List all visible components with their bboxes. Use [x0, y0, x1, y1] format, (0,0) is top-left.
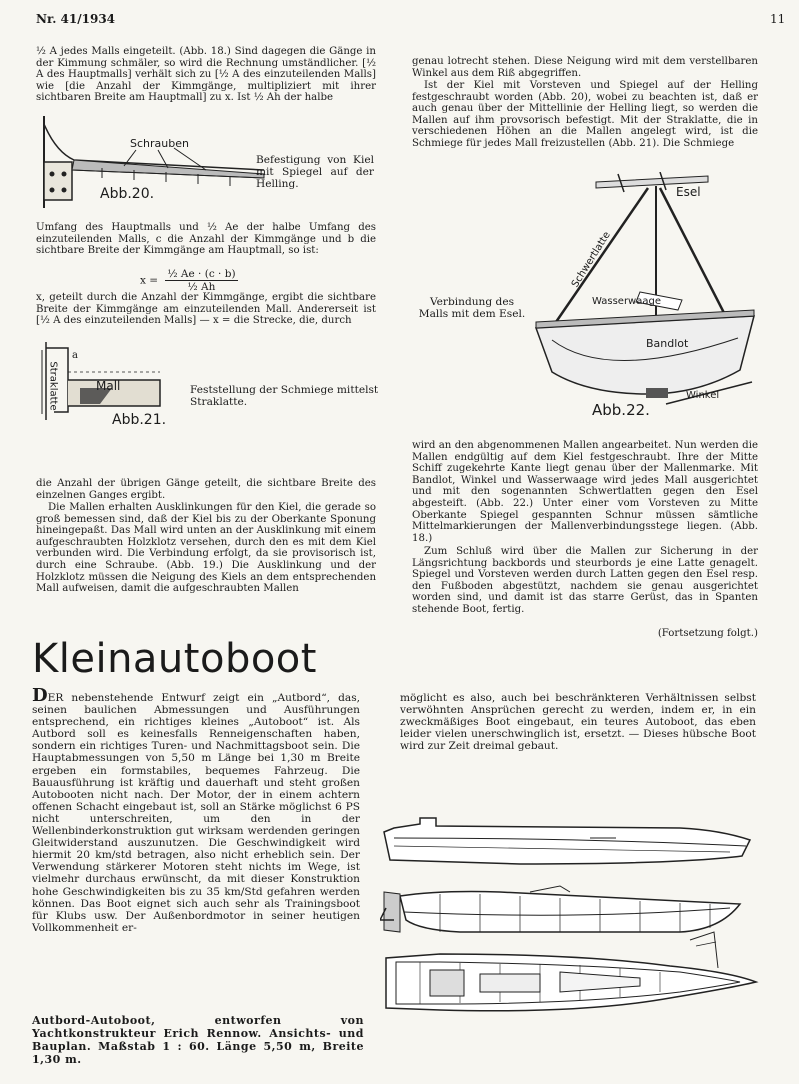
- article-paragraph-1: [32, 685, 360, 934]
- figure-22: [528, 172, 760, 424]
- continuation-note: (Fortsetzung folgt.): [657, 628, 758, 639]
- boat-side-view: [384, 818, 750, 864]
- figure-21-id: Abb.21.: [112, 412, 167, 428]
- boat-plan-view: [386, 932, 756, 1011]
- right-paragraph-4: Zum Schluß wird über die Mallen zur Sicherung in der Längsrichtung backbords und steurbords je eine Latte genagelt. Spiegel und Vorsteven werden durch Latten gegen den Esel resp. den Fußboden abgestützt, nachdem sie genau ausgerichtet worden sind, und damit ist das starre Gerüst, das in Spanten stehende Boot, fertig.: [412, 546, 758, 615]
- figure-21-caption: Feststellung der Schmiege mittelst Straklatte.: [190, 384, 379, 408]
- figure-22-caption: Verbindung des Malls mit dem Esel.: [418, 296, 526, 320]
- article-paragraph-1-text: ER nebenstehende Entwurf zeigt ein „Autbord“, das, seinen baulichen Abmessungen und Ausführungen entsprechend, ein richtiges kleines „Autoboot“ ist. Als Autbord soll es keinesfalls Renneigenschaften haben, sondern ein richtiges Turen- und Nachmittagsboot sein. Die Hauptabmessungen von 5,50 m Länge bei 1,30 m Breite ergeben ein formstabiles, bequemes Fahrzeug. Die Bauausführung ist kräftig und dauerhaft und steht großen Autobooten nicht nach. Der Motor, der in einem achtern offenen Schacht eingebaut ist, soll an Stärke möglichst 6 PS nicht unterschreiten, um den in der Wellenbinderkonstruktion gut wirksam werdenden geringen Gleitwiderstand auszunutzen. Die Geschwindigkeit wird hiermit 20 km/std betragen, also nicht erheblich sein. Der Verwendung stärkerer Motoren steht nichts im Wege, ist vielmehr durchaus erwünscht, da mit dieser Konstruktion hohe Geschwindigkeiten bis zu 35 km/Std gefahren werden können. Das Boot eignet sich auch sehr als Trainingsboot für Klubs usw. Der Außenbordmotor in seiner heutigen Vollkommenheit er-: [32, 692, 360, 934]
- figure-20-screw-label: Schrauben: [130, 137, 189, 150]
- figure-20-caption: Befestigung von Kiel mit Spiegel auf der Helling.: [256, 154, 374, 190]
- figure-22-id: Abb.22.: [592, 401, 650, 419]
- left-paragraph-2: Umfang des Hauptmalls und ½ Ae der halbe Umfang des einzuteilenden Malls, c die Anzahl der Kimmgänge und b die sichtbare Breite der Kimmgänge am Hauptmall, so ist:: [36, 222, 376, 257]
- figure-22-schwertlatte-label: Schwertlatte: [569, 229, 613, 290]
- issue-number: Nr. 41/1934: [36, 12, 116, 26]
- left-paragraph-4: die Anzahl der übrigen Gänge geteilt, die sichtbare Breite des einzelnen Ganges ergibt.: [36, 478, 376, 501]
- formula-denominator: ½ Ah: [187, 281, 216, 293]
- figure-21: [40, 340, 170, 430]
- figure-20-id: Abb.20.: [100, 186, 155, 202]
- figure-22-wasserwaage-label: Wasserwaage: [592, 296, 661, 307]
- left-paragraph-3: x, geteilt durch die Anzahl der Kimmgänge, ergibt die sichtbare Breite der Kimmgänge am einzuteilenden Mall. Andererseit ist [½ A des einzuteilenden Malls] — x = die Strecke, die, durch: [36, 292, 376, 327]
- right-paragraph-1: genau lotrecht stehen. Diese Neigung wird mit dem verstellbaren Winkel aus dem Riß abgegriffen.: [412, 56, 758, 79]
- boat-section-view: [380, 886, 740, 932]
- drop-cap: D: [32, 685, 48, 706]
- figure-22-bandlot-label: Bandlot: [646, 337, 689, 350]
- article-figure-caption: Autbord-Autoboot, entworfen von Yachtkonstrukteur Erich Rennow. Ansichts- und Bauplan. Maßstab 1 : 60. Länge 5,50 m, Breite 1,30 m.: [32, 1014, 364, 1066]
- figure-21-a-label: a: [72, 350, 78, 361]
- formula-numerator: ½ Ae · (c · b): [167, 268, 236, 280]
- figure-22-winkel-label: Winkel: [686, 390, 720, 401]
- right-paragraph-2: Ist der Kiel mit Vorsteven und Spiegel auf der Helling festgeschraubt worden (Abb. 20), wobei zu beachten ist, daß er auch genau über der Mittellinie der Helling liegt, so werden die Mallen auf ihm provsorisch befestigt. Mit der Straklatte, die in verschiedenen Höhen an die Mallen angelegt wird, ist die Schmiege für jedes Mall freizustellen (Abb. 21). Die Schmiege: [412, 80, 758, 149]
- article-paragraph-2: möglicht es also, auch bei beschränkteren Verhältnissen selbst verwöhnten Ansprüchen gerecht zu werden, indem er, in ein zweckmäßiges Boot eingebaut, ein teures Autoboot, das eben leider vielen unerschwinglich ist, ersetzt. — Dieses hübsche Boot wird zur Zeit dreimal gebaut.: [400, 692, 756, 753]
- left-paragraph-5: Die Mallen erhalten Ausklinkungen für den Kiel, die gerade so groß bemessen sind, daß der Kiel bis zu der Oberkante Sponung hineingepaßt. Das Mall wird unten an der Ausklinkung mit einem aufgeschraubten Holzklotz versehen, durch den es mit dem Kiel verbunden wird. Die Verbindung erfolgt, da sie provisorisch ist, durch eine Schraube. (Abb. 19.) Die Ausklinkung und der Holzklotz müssen die Neigung des Kiels an dem entsprechenden Mall aufweisen, damit die aufgeschraubten Mallen: [36, 502, 376, 595]
- right-paragraph-3: wird an den abgenommenen Mallen angearbeitet. Nun werden die Mallen endgültig auf dem Kiel festgeschraubt. Ihre der Mitte Schiff zugekehrte Kante liegt genau über der Mallenmarke. Mit Bandlot, Winkel und Wasserwaage wird jedes Mall ausgerichtet und mit den sogenannten Schwertlatten gegen den Esel abgesteift. (Abb. 22.) Unter einer vom Vorsteven zu Mitte Oberkante Spiegel gespannten Schnur müssen sämtliche Mittelmarkierungen der Mallenverbindungsstege liegen. (Abb. 18.): [412, 440, 758, 544]
- figure-22-esel-label: Esel: [676, 185, 701, 199]
- article-title: Kleinautoboot: [32, 636, 317, 682]
- page-number: 11: [770, 12, 786, 26]
- formula-lhs: x =: [140, 274, 159, 287]
- boat-drawings: [380, 812, 760, 1074]
- formula: [140, 268, 238, 293]
- figure-21-mall-label: Mall: [96, 379, 121, 393]
- figure-20: [38, 112, 268, 212]
- left-paragraph-1: ½ A jedes Malls eingeteilt. (Abb. 18.) Sind dagegen die Gänge in der Kimmung schmäler, so wird die Rechnung umständlicher. [½ A des Hauptmalls] verhält sich zu [½ A des einzuteilenden Malls] wie [die Anzahl der Kimmgänge, multipliziert mit ihrer sichtbaren Breite am Hauptmall] zu x. Ist ½ Ah der halbe: [36, 46, 376, 104]
- figure-21-straklatte-label: Straklatte: [47, 361, 59, 411]
